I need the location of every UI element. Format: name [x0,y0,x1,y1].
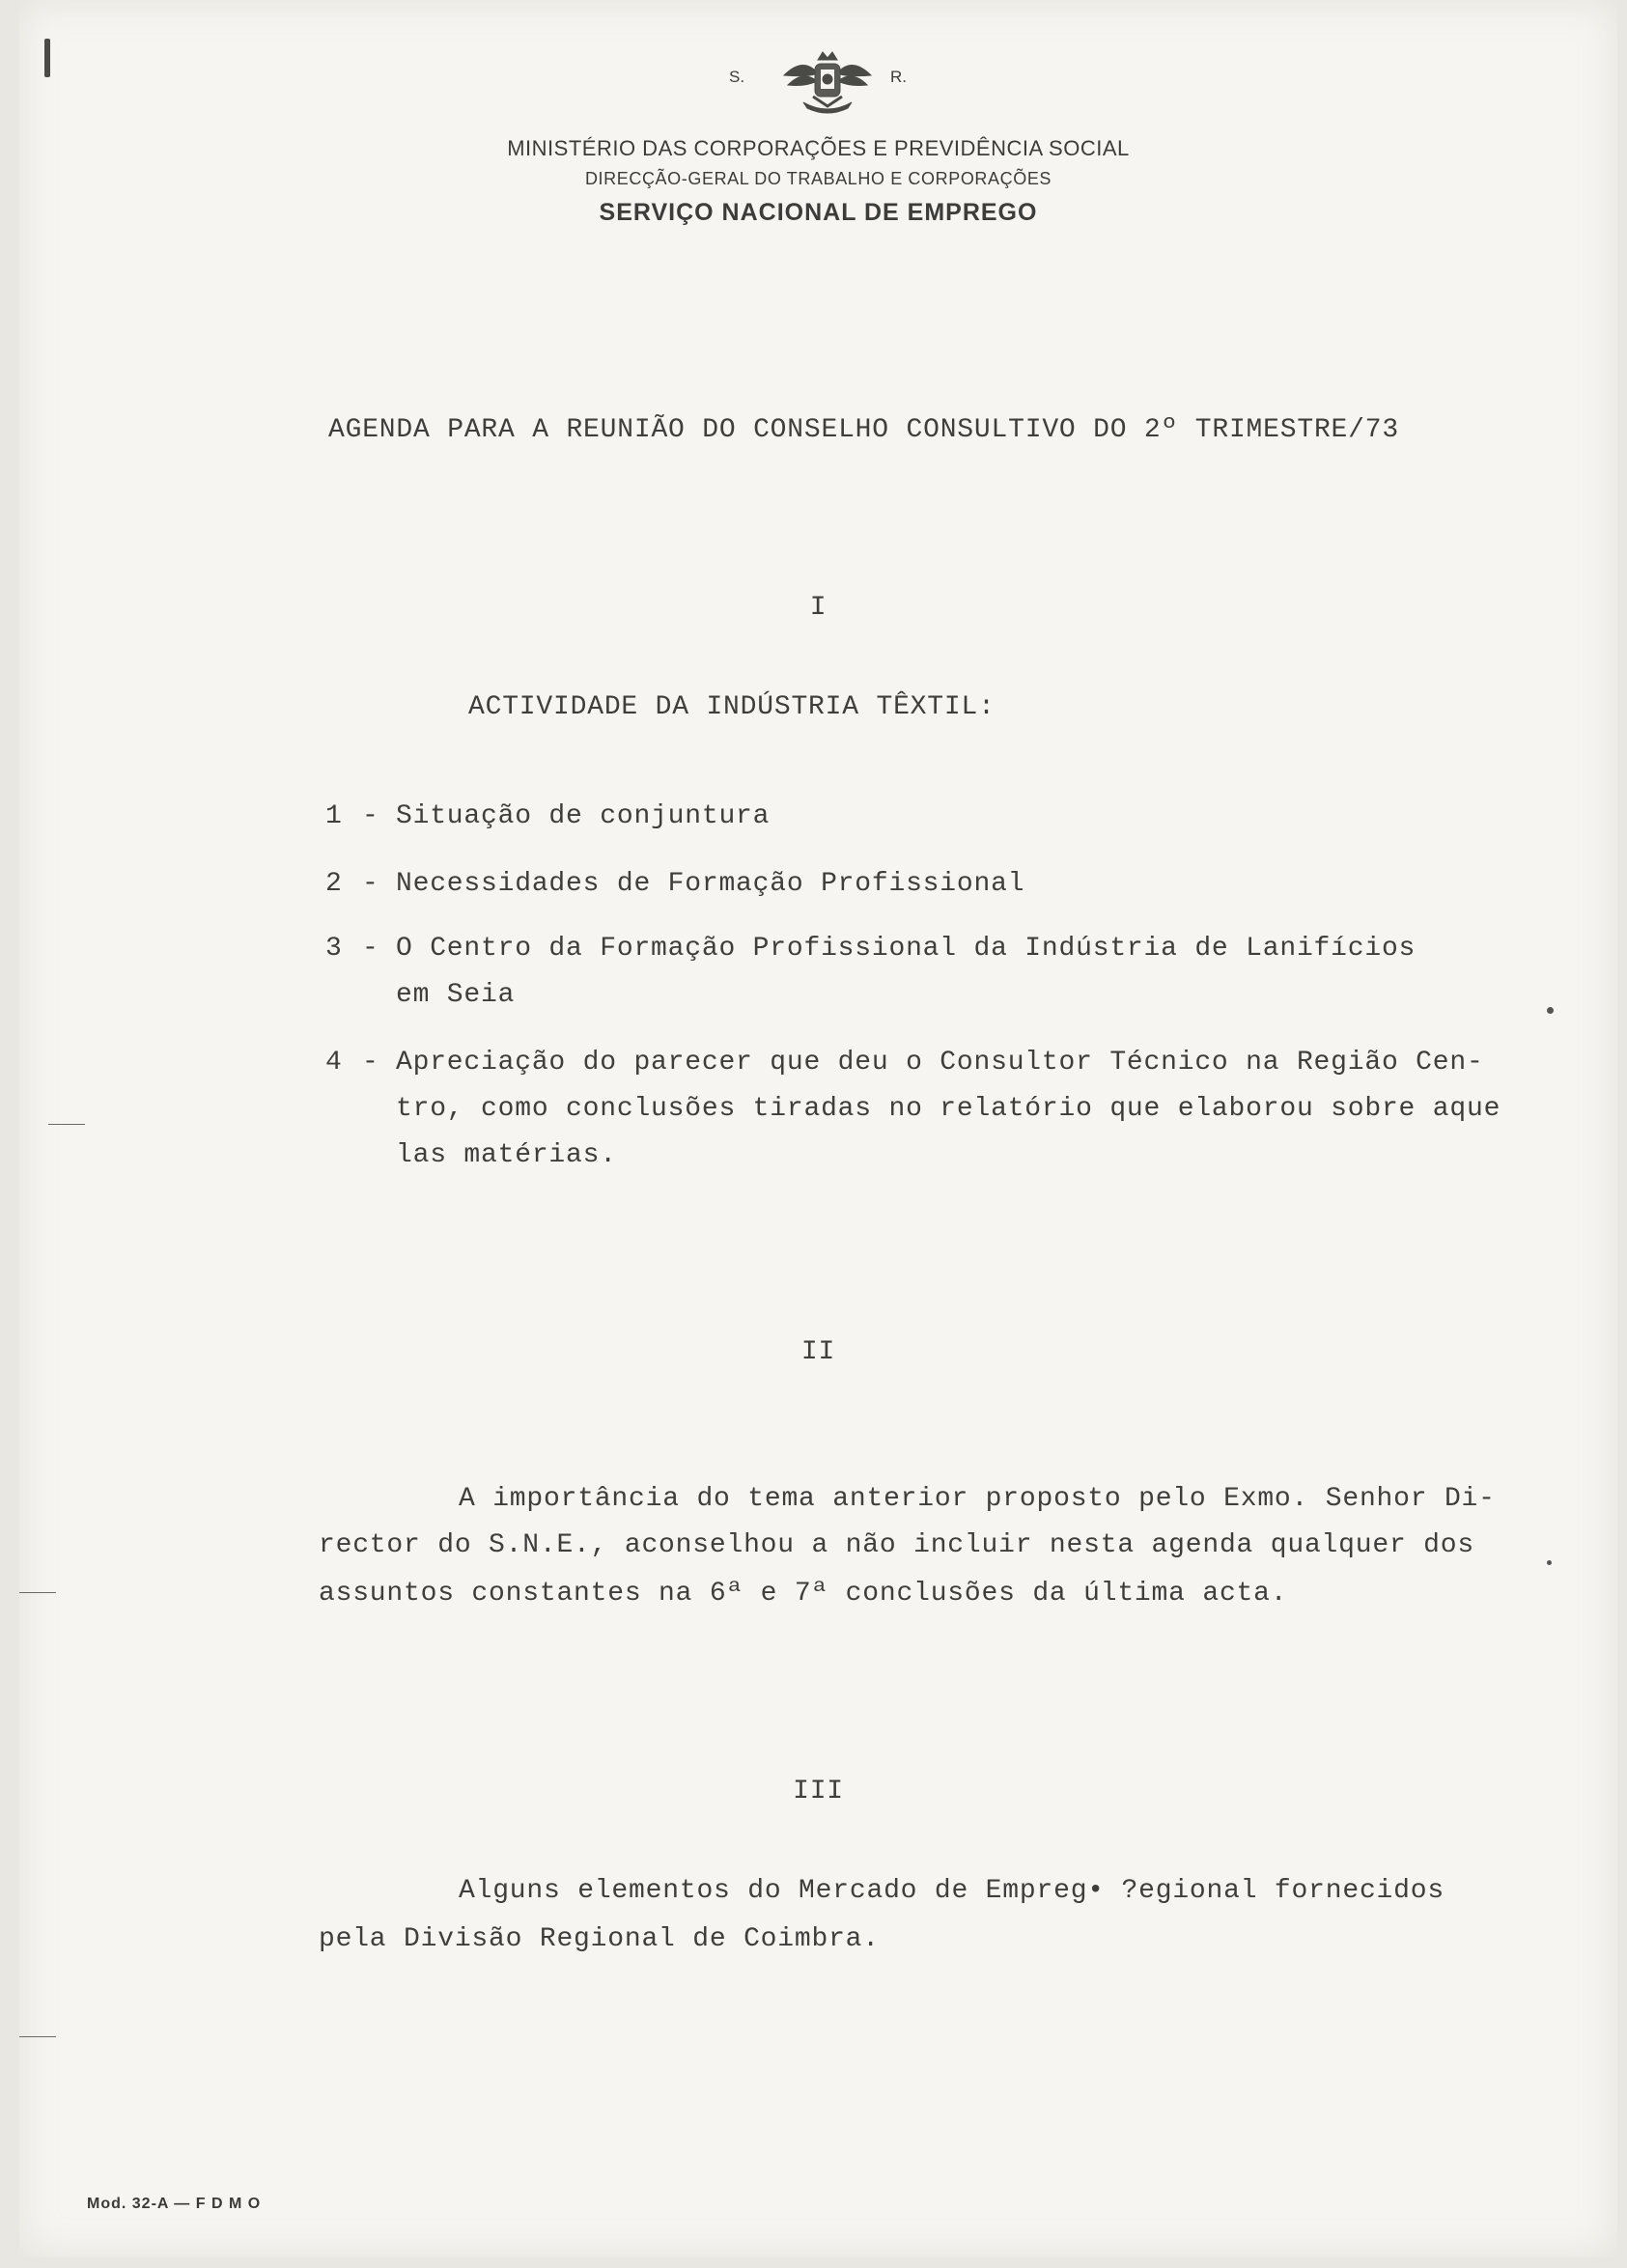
section-heading-i: ACTIVIDADE DA INDÚSTRIA TÊXTIL: [468,692,996,722]
document-page [19,0,1617,2257]
item-text: Necessidades de Formação Profissional [396,869,1025,899]
directorate-name: DIRECÇÃO-GERAL DO TRABALHO E CORPORAÇÕES [584,169,1052,188]
paper-speck [1547,1560,1552,1565]
item-dash: - [362,869,379,899]
margin-tick [19,2036,56,2037]
item-dash: - [362,1048,379,1078]
item-text: O Centro da Formação Profissional da Indústria de Lanifícios [396,934,1417,964]
paper-speck [1547,1007,1554,1014]
staple-mark [44,39,50,77]
item-text: Situação de conjuntura [396,801,771,831]
letterhead [19,46,1617,227]
item-text: em Seia [396,980,516,1010]
service-name: SERVIÇO NACIONAL DE EMPREGO [599,199,1038,226]
paragraph-line: pela Divisão Regional de Coimbra. [319,1924,880,1954]
section-numeral-i: I [809,593,828,623]
paragraph-line: A importância do tema anterior proposto pelo Exmo. Senhor Di- [459,1484,1496,1514]
item-number: 3 [325,934,343,964]
item-dash: - [362,934,379,964]
form-code: Mod. 32-A — F D M O [87,2196,262,2212]
item-number: 1 [325,801,343,831]
margin-tick [48,1124,85,1125]
letterhead-s: S. [729,68,745,86]
margin-tick [19,1592,56,1593]
section-numeral-iii: III [793,1777,844,1806]
item-text: Apreciação do parecer que deu o Consultor Técnico na Região Cen- [396,1048,1484,1078]
item-text: las matérias. [396,1140,617,1170]
item-number: 2 [325,869,343,899]
letterhead-r: R. [890,68,907,86]
coat-of-arms-icon [774,46,881,119]
ministry-name: MINISTÉRIO DAS CORPORAÇÕES E PREVIDÊNCIA SOCIAL [507,136,1130,160]
item-dash: - [362,801,379,831]
paragraph-line: rector do S.N.E., aconselhou a não incluir nesta agenda qualquer dos [319,1530,1474,1560]
item-number: 4 [325,1048,343,1078]
paragraph-line: assuntos constantes na 6ª e 7ª conclusões da última acta. [319,1579,1288,1609]
item-text: tro, como conclusões tiradas no relatório que elaborou sobre aque [396,1094,1501,1124]
agenda-title: AGENDA PARA A REUNIÃO DO CONSELHO CONSULTIVO DO 2º TRIMESTRE/73 [328,415,1399,445]
section-numeral-ii: II [800,1337,836,1367]
paragraph-line: Alguns elementos do Mercado de Empreg• ?egional fornecidos [459,1876,1445,1906]
